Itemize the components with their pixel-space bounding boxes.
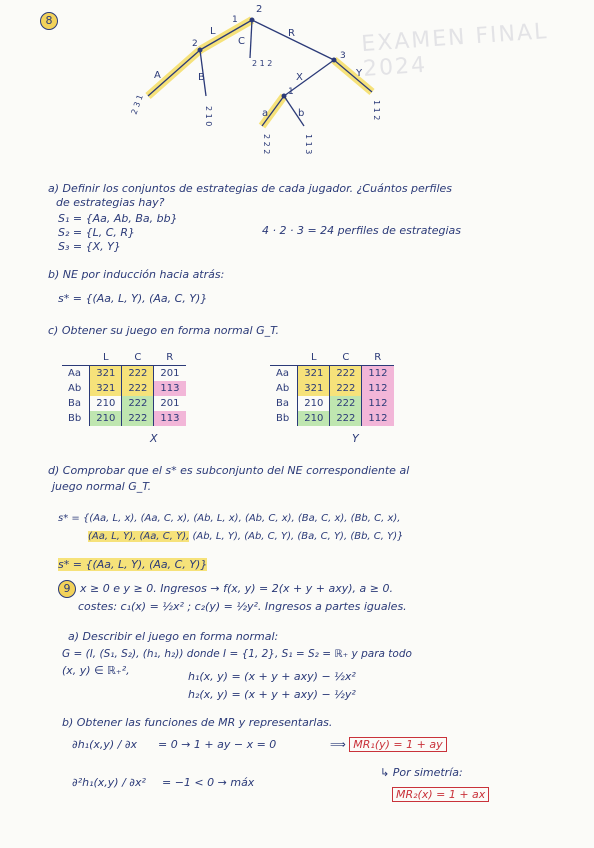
move-B: B <box>198 72 205 83</box>
move-b: b <box>298 108 305 119</box>
matrix-y-col-C: C <box>330 350 362 366</box>
implies-arrow: ⟹ <box>330 738 350 751</box>
node-C-payoff: 2 1 2 <box>252 59 273 68</box>
q8-c-prompt: c) Obtener su juego en forma normal G_T. <box>48 324 279 337</box>
matrix-y-col-R: R <box>362 350 394 366</box>
foc-result: = 0 → 1 + ay − x = 0 <box>158 738 277 751</box>
table-row: Ab 321 222 112 <box>270 381 394 396</box>
normal-form-matrix-x <box>62 350 186 426</box>
leaf-B: 2 1 0 <box>204 106 213 127</box>
q9-statement-2: costes: c₁(x) = ½x² ; c₂(y) = ½y². Ingresos a partes iguales. <box>78 600 407 613</box>
highlighted-equilibria: (Aa, L, Y), (Aa, C, Y), <box>88 531 190 542</box>
spe-highlight: s* = {(Aa, L, Y), (Aa, C, Y)} <box>58 558 208 571</box>
move-a: a <box>262 108 269 119</box>
root-player: 1 <box>232 15 238 25</box>
table-row: Bb 210 222 113 <box>62 411 186 426</box>
tree-node-3 <box>332 58 337 63</box>
node-2-label: 2 <box>192 39 198 49</box>
leaf-b: 1 1 3 <box>304 134 313 155</box>
other-equilibria: (Ab, L, Y), (Ab, C, Y), (Ba, C, Y), (Bb, C, Y)} <box>192 531 404 542</box>
q9-b-prompt: b) Obtener las funciones de MR y representarlas. <box>62 716 333 729</box>
payoff-h2: h₂(x, y) = (x + y + axy) − ½y² <box>188 688 356 701</box>
table-row: Aa 321 222 112 <box>270 366 394 382</box>
tree-node-x <box>282 94 287 99</box>
mr2-box: MR₂(x) = 1 + ax <box>392 787 489 802</box>
question-8-number: 8 <box>40 12 58 30</box>
q8-d-answer-2 <box>88 530 404 543</box>
leaf-A: 2 3 1 <box>129 93 145 116</box>
best-response-1 <box>330 738 447 751</box>
move-A: A <box>154 70 161 81</box>
move-C: C <box>238 36 245 47</box>
question-9-number: 9 <box>58 580 76 598</box>
matrix-x-col-L: L <box>90 350 122 366</box>
q8-d-answer-3 <box>58 558 207 571</box>
matrix-y-label: Y <box>352 432 359 445</box>
q8-b-answer: s* = {(Aa, L, Y), (Aa, C, Y)} <box>58 292 208 305</box>
root-payoff: 2 <box>256 4 263 15</box>
payoff-h1: h₁(x, y) = (x + y + axy) − ½x² <box>188 670 356 683</box>
move-L: L <box>210 26 216 37</box>
q9-a-prompt: a) Describir el juego en forma normal: <box>68 630 279 643</box>
move-X: X <box>296 72 303 83</box>
q8-d-answer-1: s* = {(Aa, L, x), (Aa, C, x), (Ab, L, x), (Ab, C, x), (Ba, C, x), (Bb, C, x), <box>58 513 401 524</box>
normal-form-matrix-y <box>270 350 394 426</box>
soc-result: = −1 < 0 → máx <box>162 776 255 789</box>
q8-b-prompt: b) NE por inducción hacia atrás: <box>48 268 225 281</box>
best-response-2 <box>392 788 489 801</box>
q8-a-prompt-2: de estrategias hay? <box>56 196 165 209</box>
matrix-x-col-C: C <box>122 350 154 366</box>
tree-node-root <box>250 18 255 23</box>
leaf-Y: 1 1 2 <box>372 100 381 121</box>
node-x-label: 1 <box>288 87 294 97</box>
q8-d-prompt-1: d) Comprobar que el s* es subconjunto del NE correspondiente al <box>48 464 410 477</box>
node-3-label: 3 <box>340 51 346 61</box>
table-row: Ab 321 222 113 <box>62 381 186 396</box>
move-R: R <box>288 28 295 39</box>
q8-d-prompt-2: juego normal G_T. <box>52 480 152 493</box>
table-row: Ba 210 222 112 <box>270 396 394 411</box>
symmetry-note: ↳ Por simetría: <box>380 766 463 779</box>
q9-game-definition: G = (I, (S₁, S₂), (h₁, h₂)) donde I = {1, 2}, S₁ = S₂ = ℝ₊ y para todo <box>62 648 412 660</box>
strategy-set-s2: S₂ = {L, C, R} <box>58 226 136 239</box>
table-row: Bb 210 222 112 <box>270 411 394 426</box>
table-row: Ba 210 222 201 <box>62 396 186 411</box>
q8-a-prompt-1: a) Definir los conjuntos de estrategias de cada jugador. ¿Cuántos perfiles <box>48 182 452 195</box>
strategy-set-s3: S₃ = {X, Y} <box>58 240 121 253</box>
table-row: Aa 321 222 201 <box>62 366 186 382</box>
profile-count: 4 · 2 · 3 = 24 perfiles de estrategias <box>262 224 462 237</box>
soc-derivative: ∂²h₁(x,y) / ∂x² <box>72 776 146 789</box>
game-tree <box>0 0 594 180</box>
bleed-through-title: EXAMEN FINAL 2024 <box>360 19 550 83</box>
matrix-x-label: X <box>150 432 158 445</box>
leaf-a: 2 2 2 <box>262 134 271 155</box>
q9-statement-1: x ≥ 0 e y ≥ 0. Ingresos → f(x, y) = 2(x + y + axy), a ≥ 0. <box>80 582 393 595</box>
matrix-y-col-L: L <box>298 350 330 366</box>
mr1-box: MR₁(y) = 1 + ay <box>349 737 446 752</box>
strategy-set-s1: S₁ = {Aa, Ab, Ba, bb} <box>58 212 178 225</box>
matrix-x-col-R: R <box>154 350 186 366</box>
move-Y: Y <box>356 68 363 79</box>
tree-node-2 <box>198 48 203 53</box>
q9-domain: (x, y) ∈ ℝ₊², <box>62 664 130 677</box>
foc-derivative: ∂h₁(x,y) / ∂x <box>72 738 138 751</box>
